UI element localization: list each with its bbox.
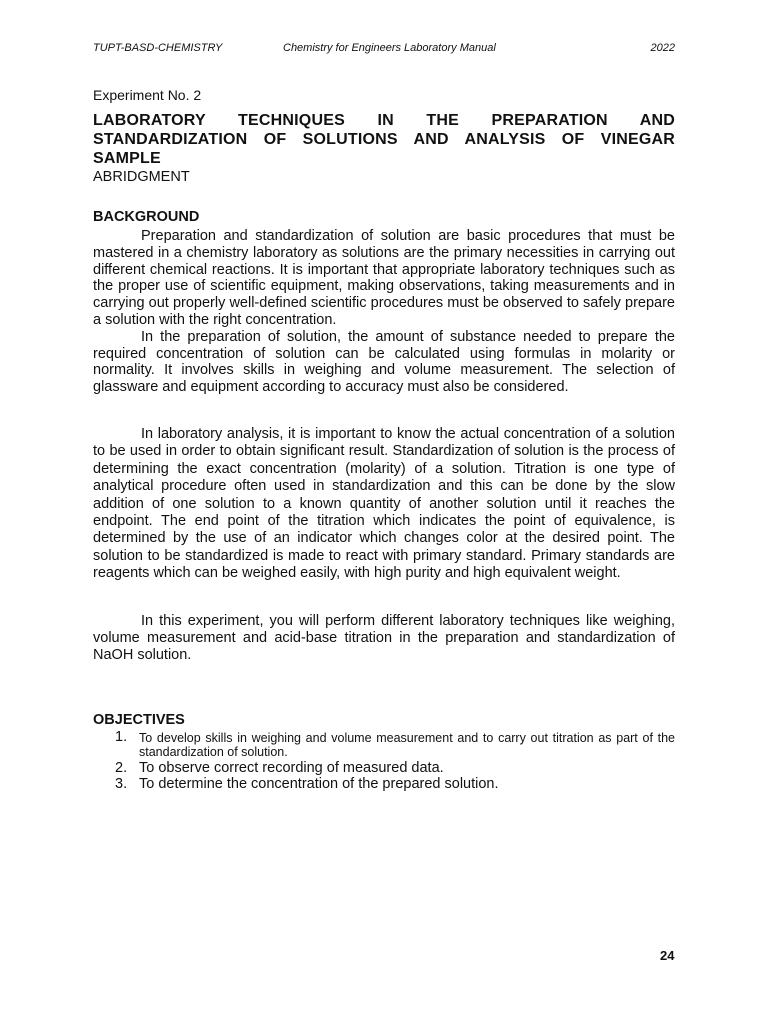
background-paragraph: In this experiment, you will perform different laboratory techniques like weighing, volume measurement and acid-base titration in the preparation and standardization of NaOH solution.	[93, 612, 675, 664]
objective-text: To observe correct recording of measured data.	[139, 759, 444, 776]
experiment-number: Experiment No. 2	[93, 87, 202, 103]
objective-number: 1.	[115, 728, 128, 745]
header-year: 2022	[650, 42, 675, 54]
objectives-list	[93, 728, 675, 793]
objective-text: To determine the concentration of the prepared solution.	[139, 776, 499, 793]
objective-number: 2.	[115, 759, 128, 776]
page-number: 24	[660, 948, 675, 963]
header-manual-title: Chemistry for Engineers Laboratory Manual	[283, 42, 496, 54]
page-content	[93, 86, 675, 793]
experiment-title: LABORATORY TECHNIQUES IN THE PREPARATION AND STANDARDIZATION OF SOLUTIONS AND ANALYSIS OF VINEGAR SAMPLE	[93, 112, 675, 167]
experiment-subtitle: ABRIDGMENT	[93, 169, 190, 185]
background-paragraph: In laboratory analysis, it is important to know the actual concentration of a solution to be used in order to obtain significant result. Standardization of solution is the process of determining the exact concentration (molarity) of a solution. Titration is one type of analytical procedure often used in standardization and this can be done by the slow addition of one solution to a known quantity of another solution until it reaches the endpoint. The end point of the titration which indicates the point of equivalence, is determined by the use of an indicator which changes color at the desired point. The solution to be standardized is made to react with primary standard. Primary standards are reagents which can be weighed easily, with high purity and high equivalent weight.	[93, 425, 675, 582]
objective-item	[93, 760, 675, 777]
objective-text: To develop skills in weighing and volume measurement and to carry out titration as part of the standardization of solution.	[139, 730, 675, 760]
objective-item	[93, 776, 675, 793]
background-paragraph: Preparation and standardization of solution are basic procedures that must be mastered in a chemistry laboratory as solutions are the primary necessities in carrying out different chemical reactions. It is important that appropriate laboratory techniques such as the proper use of scientific equipment, making observations, taking measurements and in carrying out properly well-defined scientific procedures must be observed to safely prepare a solution with the right concentration.	[93, 228, 675, 328]
header-institution: TUPT-BASD-CHEMISTRY	[93, 42, 223, 54]
objectives-heading: OBJECTIVES	[93, 711, 185, 728]
page-header	[93, 42, 675, 56]
objective-item	[93, 728, 675, 760]
background-heading: BACKGROUND	[93, 209, 200, 225]
background-paragraph: In the preparation of solution, the amount of substance needed to prepare the required concentration of solution can be calculated using formulas in molarity or normality. It involves skills in weighing and volume measurement. The selection of glassware and equipment according to accuracy must also be considered.	[93, 328, 675, 396]
objective-number: 3.	[115, 776, 128, 793]
